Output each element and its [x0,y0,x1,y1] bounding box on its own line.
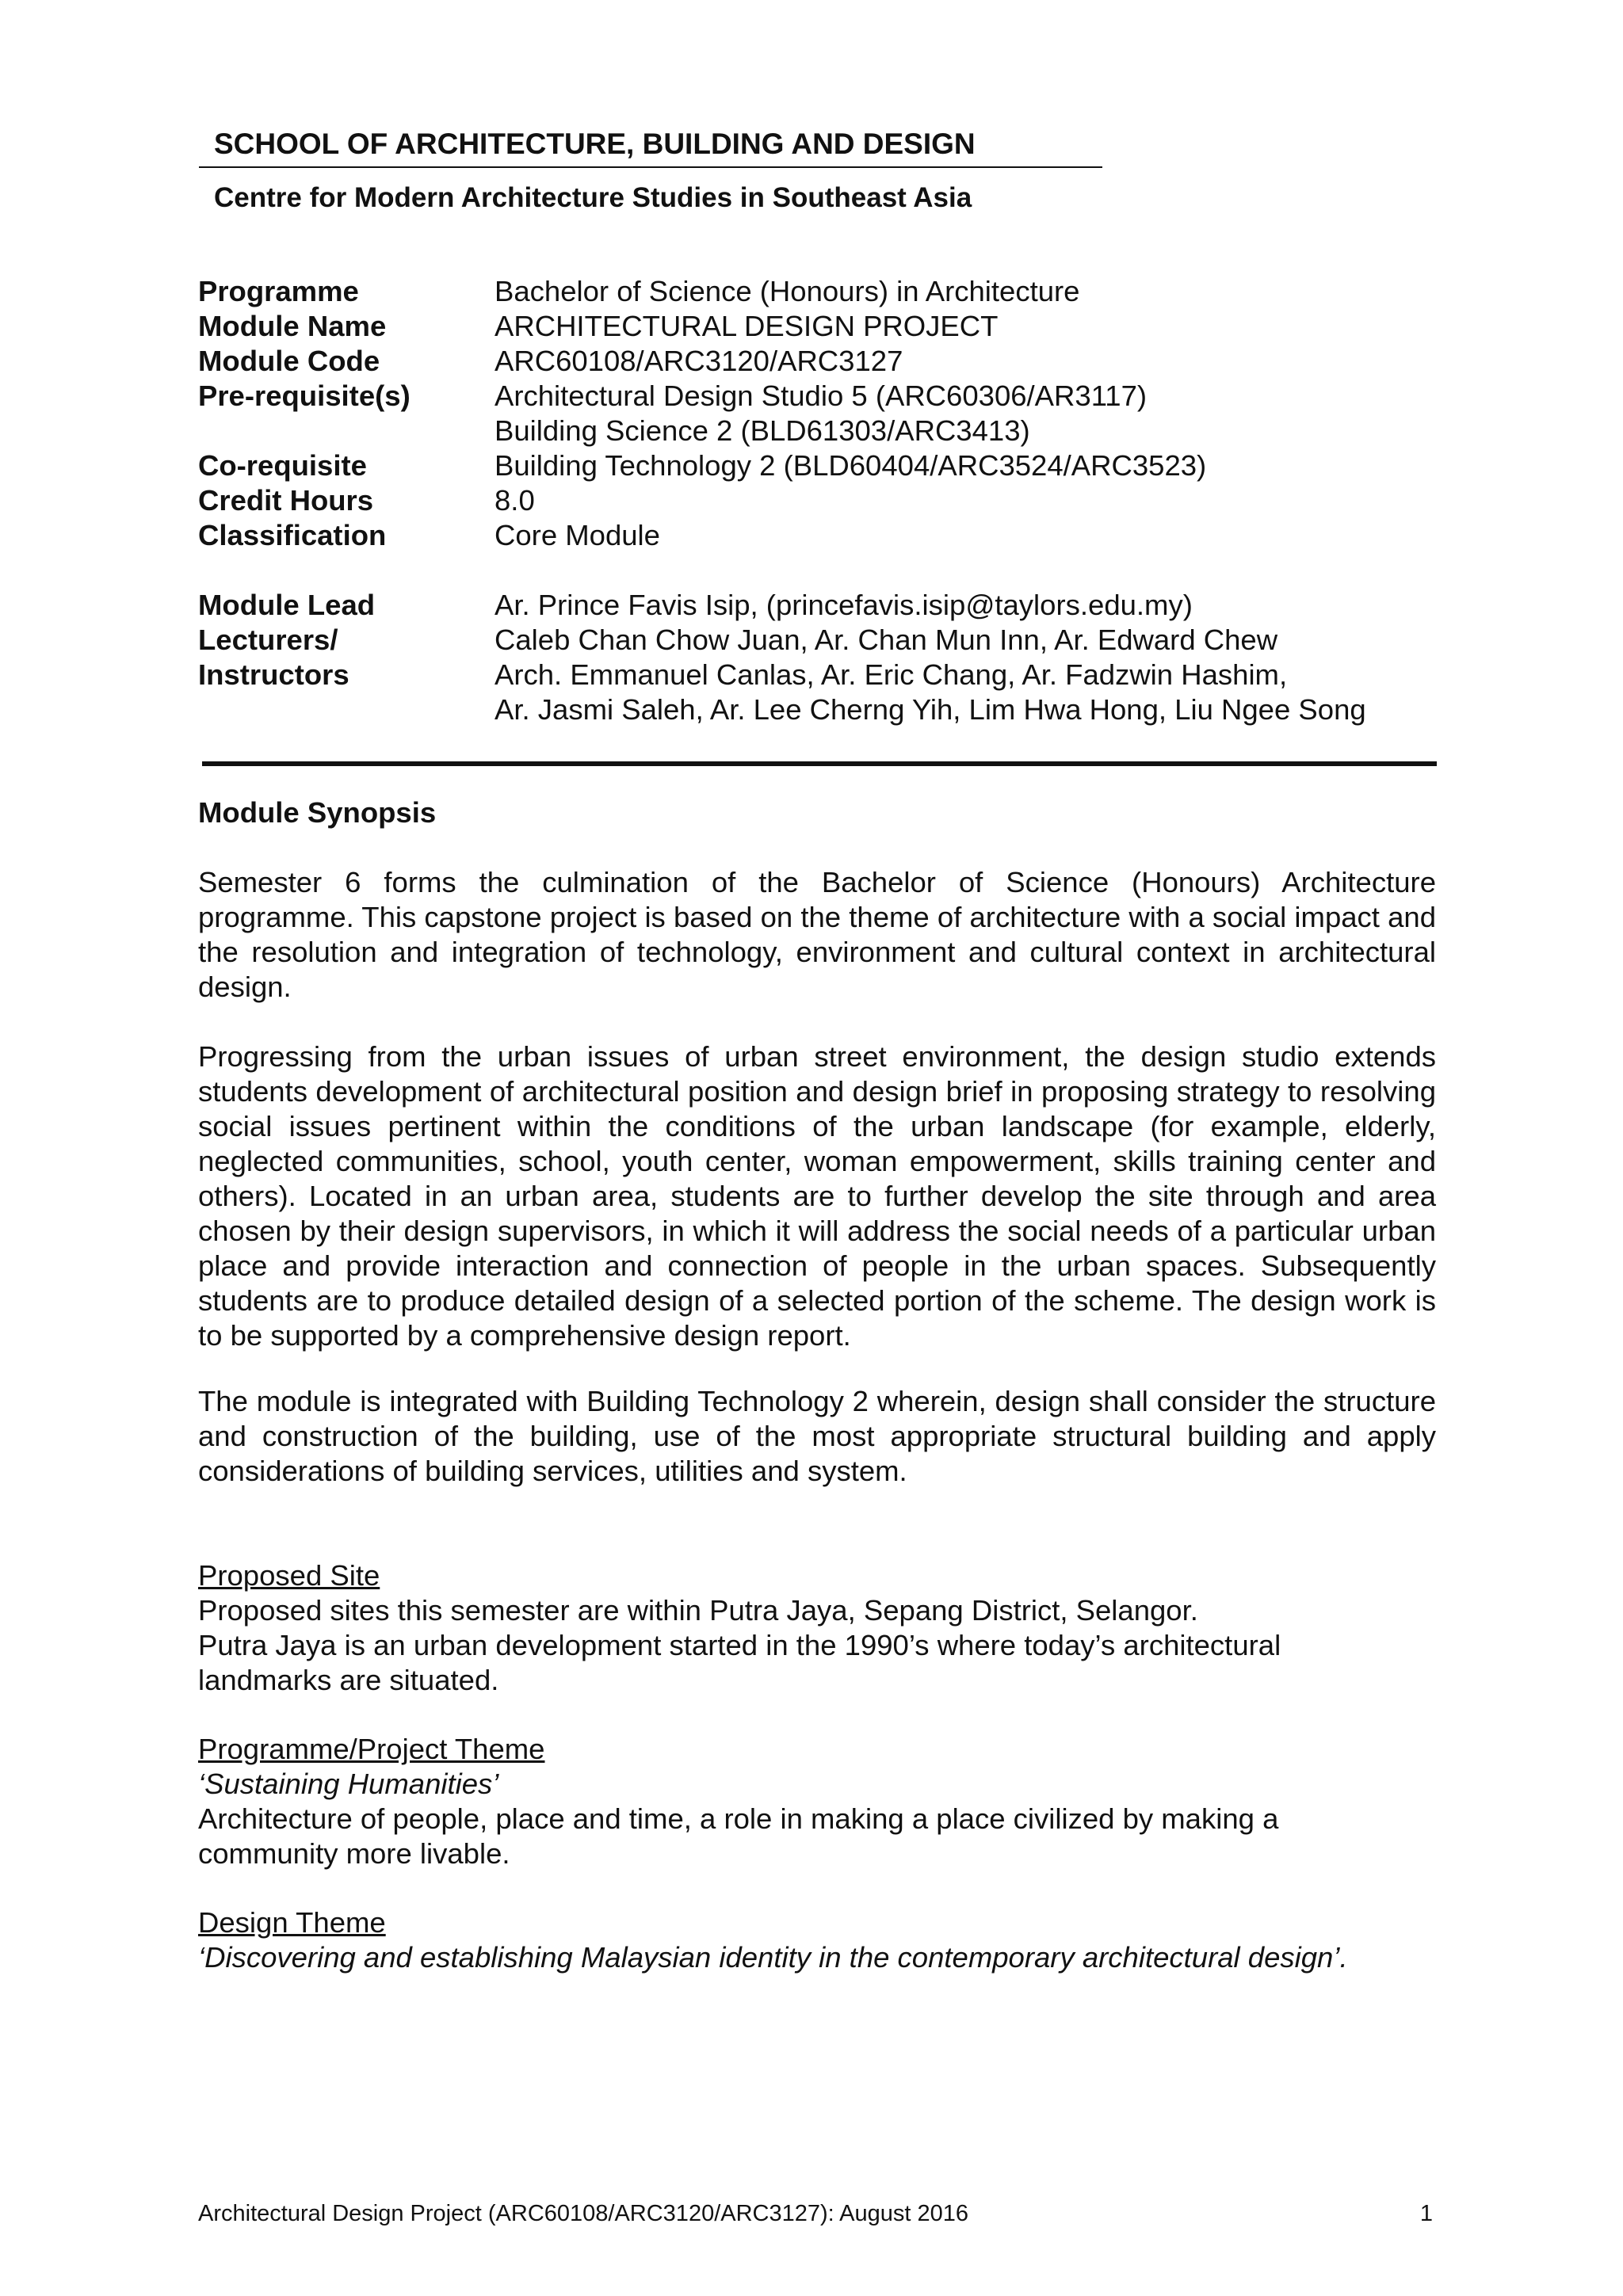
lecturers-values [495,623,1366,727]
design-theme-heading: Design Theme [198,1906,386,1939]
school-title: SCHOOL OF ARCHITECTURE, BUILDING AND DESIGN [214,128,976,160]
programme-value: Bachelor of Science (Honours) in Architecture [495,275,1080,307]
project-theme-heading: Programme/Project Theme [198,1733,545,1765]
page-number: 1 [1419,2201,1433,2226]
prerequisites-label: Pre-requisite(s) [198,379,411,412]
lecturers-line: Arch. Emmanuel Canlas, Ar. Eric Chang, Ar. Fadzwin Hashim, [495,658,1288,691]
lecturers-line: Caleb Chan Chow Juan, Ar. Chan Mun Inn, Ar. Edward Chew [495,624,1278,656]
proposed-site-section [198,1558,1466,1698]
project-theme-line: Architecture of people, place and time, a role in making a place civilized by making a [198,1802,1279,1835]
corequisite-value: Building Technology 2 (BLD60404/ARC3524/ARC3523) [495,449,1207,482]
project-theme-section [198,1732,1466,1871]
module-code-row [198,344,1366,379]
prerequisites-row [198,379,1366,448]
centre-title: Centre for Modern Architecture Studies in Southeast Asia [214,182,972,213]
module-name-row [198,309,1366,344]
proposed-site-line: Proposed sites this semester are within Putra Jaya, Sepang District, Selangor. [198,1594,1198,1627]
module-lead-label: Module Lead [198,589,376,621]
footer-text: Architectural Design Project (ARC60108/ARC3120/ARC3127): August 2016 [198,2201,969,2226]
credit-hours-value: 8.0 [495,484,535,517]
module-name-label: Module Name [198,310,387,342]
lecturers-row [198,623,1366,727]
module-name-value: ARCHITECTURAL DESIGN PROJECT [495,310,999,342]
design-theme-text: ‘Discovering and establishing Malaysian identity in the contemporary architectural design’. [198,1941,1348,1974]
lecturers-label [198,623,495,727]
proposed-site-line: Putra Jaya is an urban development started in the 1990’s where today’s architectural [198,1629,1281,1661]
spacer-row [198,553,1366,588]
credit-hours-row [198,483,1366,518]
synopsis-heading: Module Synopsis [198,796,437,829]
project-theme-title: ‘Sustaining Humanities’ [198,1768,499,1800]
classification-value: Core Module [495,519,660,551]
design-theme-section [198,1905,1466,1975]
synopsis-paragraph: Progressing from the urban issues of urban street environment, the design studio extends students development of architectural position and design brief in proposing strategy to resolving social issues pertinent within the conditions of the urban landscape (for example, elderly, neglected communities, school, youth center, woman empowerment, skills training center and others). Located in an urban area, students are to further develop the site through and area chosen by their design supervisors, in which it will address the social needs of a particular urban place and provide interaction and connection of people in the urban spaces. Subsequently students are to produce detailed design of a selected portion of the scheme. The design work is to be supported by a comprehensive design report. [198,1040,1436,1352]
prerequisite-item: Architectural Design Studio 5 (ARC60306/AR3117) [495,379,1148,412]
synopsis-paragraph: The module is integrated with Building Technology 2 wherein, design shall consider the structure and construction of the building, use of the most appropriate structural building and apply considerations of building services, utilities and system. [198,1385,1436,1487]
module-lead-value: Ar. Prince Favis Isip, (princefavis.isip@taylors.edu.my) [495,589,1193,621]
proposed-site-line: landmarks are situated. [198,1664,499,1696]
programme-row [198,274,1366,309]
programme-label: Programme [198,275,359,307]
prerequisite-item: Building Science 2 (BLD61303/ARC3413) [495,414,1030,447]
credit-hours-label: Credit Hours [198,484,374,517]
corequisite-row [198,448,1366,483]
instructors-label-line: Instructors [198,658,349,691]
section-divider [202,761,1437,766]
lecturers-label-line: Lecturers/ [198,624,338,656]
classification-row [198,518,1366,553]
proposed-site-heading: Proposed Site [198,1559,380,1592]
module-code-value: ARC60108/ARC3120/ARC3127 [495,345,903,377]
classification-label: Classification [198,519,387,551]
prerequisites-values [495,379,1366,448]
module-lead-row [198,588,1366,623]
project-theme-line: community more livable. [198,1837,510,1870]
corequisite-label: Co-requisite [198,449,367,482]
module-code-label: Module Code [198,345,380,377]
lecturers-line: Ar. Jasmi Saleh, Ar. Lee Cherng Yih, Lim Hwa Hong, Liu Ngee Song [495,693,1366,726]
module-info-table [198,274,1366,727]
synopsis-paragraph: Semester 6 forms the culmination of the Bachelor of Science (Honours) Architecture programme. This capstone project is based on the theme of architecture with a social impact and the resolution and integration of technology, environment and cultural context in architectural design. [198,866,1436,1003]
title-underline [199,166,1102,168]
